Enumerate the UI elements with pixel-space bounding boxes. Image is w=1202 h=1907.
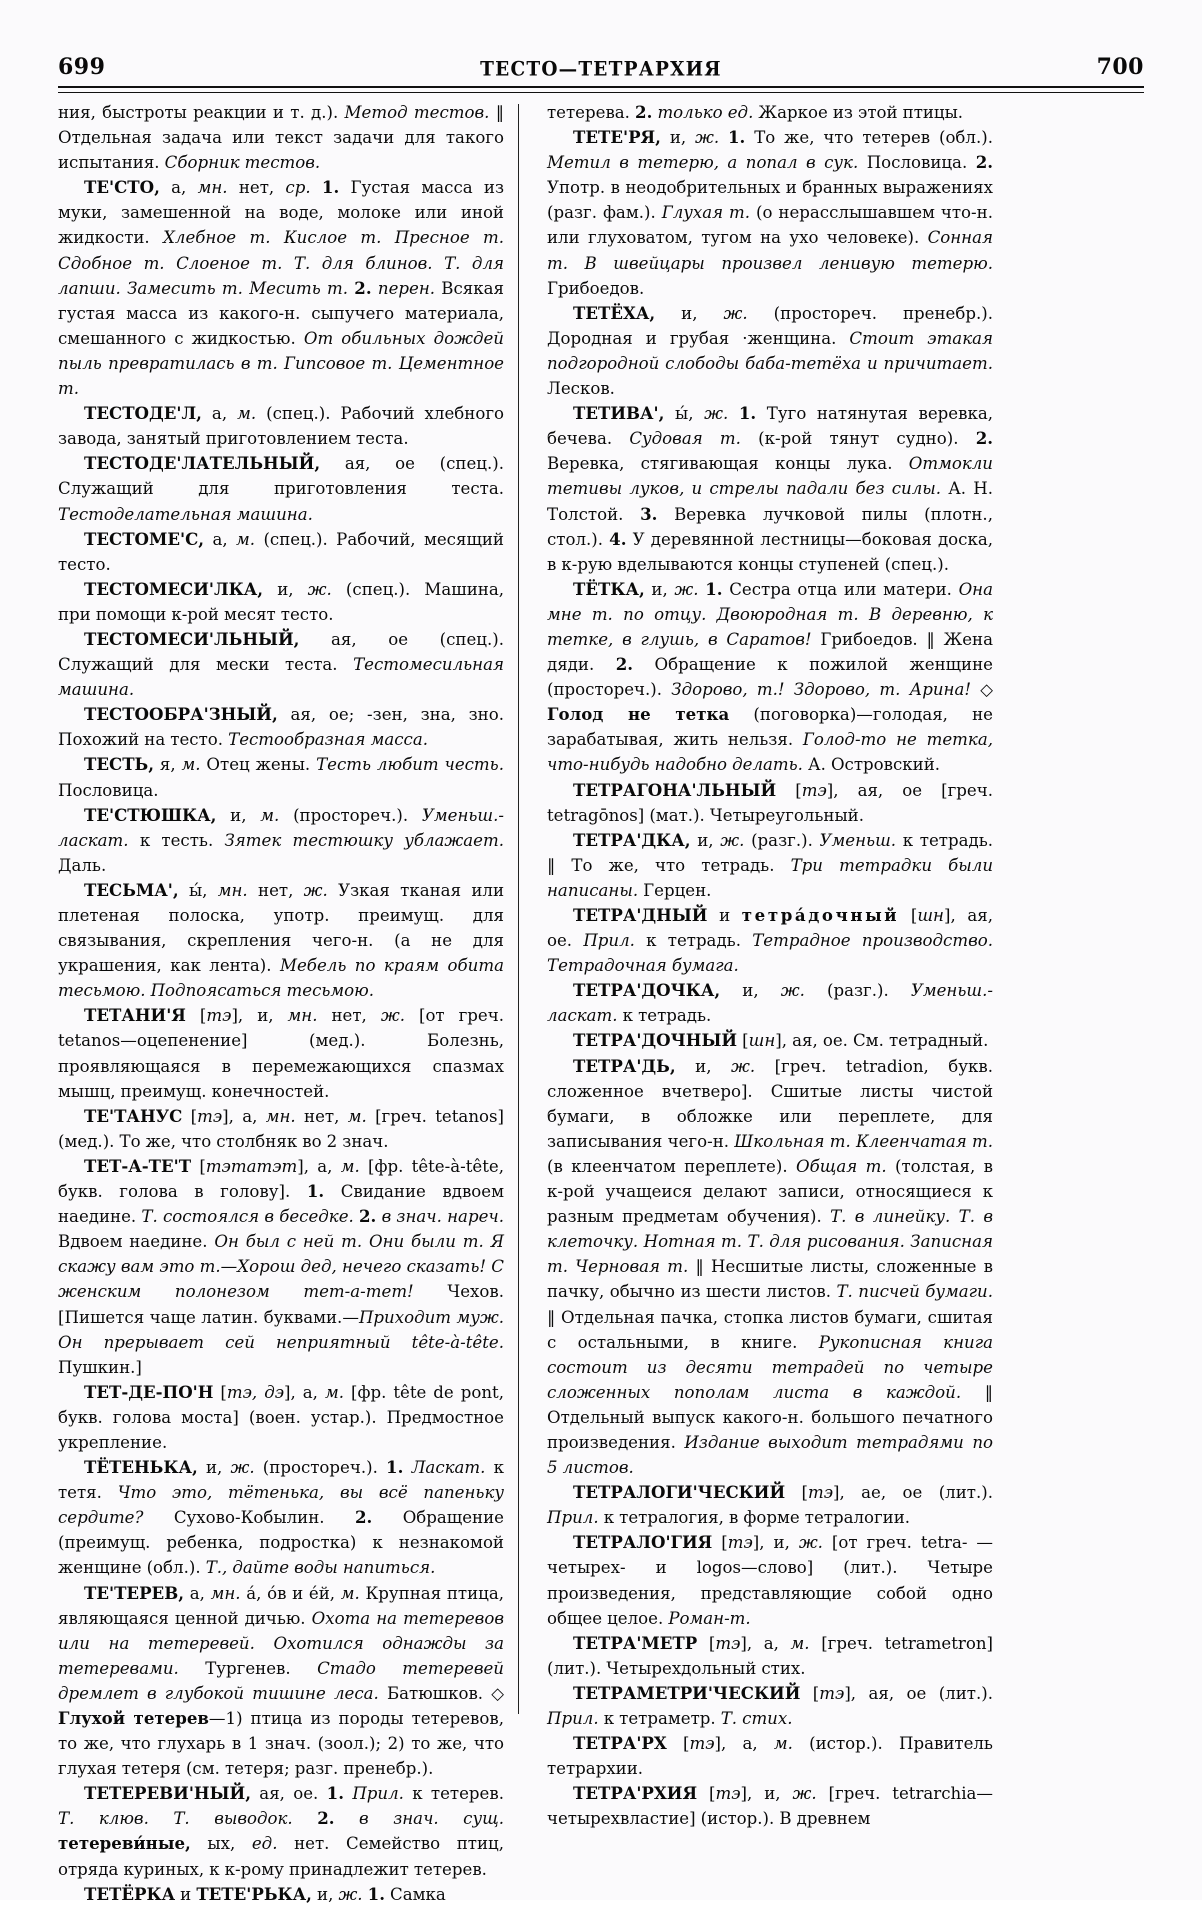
dictionary-entry: ТЕСТОМЕСИ'ЛЬНЫЙ, ая, ое (спец.). Служащий для мески теста. Тестомесильная машина.: [58, 628, 504, 700]
dictionary-entry: ТЕСТОДЕ'ЛАТЕЛЬНЫЙ, ая, ое (спец.). Служащий для приготовления теста. Тестоделательная машина.: [58, 453, 504, 524]
dictionary-entry: ТЕТ-ДЕ-ПО'Н [тэ, дэ], а, м. [фр. tête de pont, букв. голова моста] (воен. устар.). Предмостное укрепление.: [58, 1381, 504, 1452]
dictionary-entry: ТЕСТЬ, я, м. Отец жены. Тесть любит честь. Пословица.: [58, 754, 504, 800]
folio-left: 699: [58, 54, 106, 80]
dictionary-entry: ТЕСТОДЕ'Л, а, м. (спец.). Рабочий хлебного завода, занятый приготовлением теста.: [58, 403, 504, 449]
dictionary-entry: ТЕТРАМЕТРИ'ЧЕСКИЙ [тэ], ая, ое (лит.). Прил. к тетраметр. Т. стих.: [547, 1682, 993, 1728]
dictionary-entry: ТЕТЕ'РЯ, и, ж. 1. То же, что тетерев (обл.). Метил в тетерю, а попал в сук. Пословица. 2. Употр. в неодобрительных и бранных выражениях (разг. фам.). Глухая т. (о нерасслышавшем что-н. или глуховатом, тугом на ухо человеке). Сонная т. В швейцары произвел ленивую тетерю. Грибоедов.: [547, 127, 994, 298]
continuation-paragraph: тетерева. 2. только ед. Жаркое из этой птицы.: [547, 102, 964, 122]
dictionary-entry: ТЕТРА'ДЬ, и, ж. [греч. tetradion, букв. сложенное вчетверо]. Сшитые листы чистой бумаги, в обложке или переплете, для записывания чего-н. Школьная т. Клеенчатая т. (в клеенчатом переплете). Общая т. (толстая, в к-рой учащеися делают записи, относящиеся к разным предметам обучения). Т. в линейку. Т. в клеточку. Нотная т. Т. для рисования. Записная т. Черновая т. ‖ Несшитые листы, сложенные в пачку, обычно из шести листов. Т. писчей бумаги. ‖ Отдельная пачка, стопка листов бумаги, сшитая с остальными, в книге. Рукописная книга состоит из десяти тетрадей по четыре сложенных пополам листа в каждой. ‖ Отдельный выпуск какого-н. большого печатного произведения. Издание выходит тетрадями по 5 листов.: [547, 1055, 994, 1478]
header-rule: [58, 86, 1144, 93]
entry-list-left: [58, 175, 504, 1906]
entry-list-right: [547, 125, 993, 1831]
dictionary-entry: ТЕТИВА', ы́, ж. 1. Туго натянутая веревка, бечева. Судовая т. (к-рой тянут судно). 2. Веревка, стягивающая концы лука. Отмокли тетивы луков, и стрелы падали без силы. А. Н. Толстой. 3. Веревка лучковой пилы (плотн., стол.). 4. У деревянной лестницы—боковая доска, в к-рую вделываются концы ступеней (спец.).: [547, 403, 994, 574]
dictionary-entry: ТЕТРА'ДКА, и, ж. (разг.). Уменьш. к тетрадь. ‖ То же, что тетрадь. Три тетрадки были написаны. Герцен.: [547, 829, 994, 900]
dictionary-entry: ТЕТРАГОНА'ЛЬНЫЙ [тэ], ая, ое [греч. tetragōnos] (мат.). Четыреугольный.: [547, 779, 993, 825]
continuation-paragraph: ния, быстроты реакции и т. д.). Метод тестов. ‖ Отдельная задача или текст задачи для такого испытания. Сборник тестов.: [58, 103, 504, 173]
dictionary-entry: ТЕТРА'РХ [тэ], а, м. (истор.). Правитель тетрархии.: [547, 1733, 993, 1779]
column-container: [58, 100, 1144, 1904]
dictionary-entry: ТЕСТООБРА'ЗНЫЙ, ая, ое; -зен, зна, зно. Похожий на тесто. Тестообразная масса.: [58, 704, 504, 750]
dictionary-entry: ТЕТРАЛОГИ'ЧЕСКИЙ [тэ], ае, ое (лит.). Прил. к тетралогия, в форме тетралогии.: [547, 1482, 993, 1528]
dictionary-entry: ТЕСЬМА', ы́, мн. нет, ж. Узкая тканая или плетеная полоска, употр. преимущ. для связывания, скрепления чего-н. (а не для украшения, как лента). Мебель по краям обита тесьмою. Подпоясаться тесьмою.: [58, 879, 505, 1001]
dictionary-entry: ТЕТРА'МЕТР [тэ], а, м. [греч. tetrametron] (лит.). Четырехдольный стих.: [547, 1632, 993, 1678]
running-head: [58, 50, 1144, 80]
dictionary-entry: ТЕ'СТЮШКА, и, м. (простореч.). Уменьш.-ласкат. к тесть. Зятек тестюшку ублажает. Даль.: [58, 804, 505, 875]
dictionary-entry: ТЕТРА'ДОЧКА, и, ж. (разг.). Уменьш.-ласкат. к тетрадь.: [547, 980, 993, 1026]
dictionary-entry: ТЕТРА'ДНЫЙ и тетра́дочный [шн], ая, ое. Прил. к тетрадь. Тетрадное производство. Тетрадочная бумага.: [547, 905, 993, 976]
dictionary-entry: ТЁТКА, и, ж. 1. Сестра отца или матери. Она мне т. по отцу. Двоюродная т. В деревню, к тетке, в глушь, в Саратов! Грибоедов. ‖ Жена дяди. 2. Обращение к пожилой женщине (простореч.). Здорово, т.! Здорово, т. Арина! ◇ Голод не тетка (поговорка)—голодая, не зарабатывая, жить нельзя. Голод-то не тетка, что-нибудь надобно делать. А. Островский.: [547, 578, 994, 775]
dictionary-entry: ТЕ'СТО, а, мн. нет, ср. 1. Густая масса из муки, замешенной на воде, молоке или иной жидкости. Хлебное т. Кислое т. Пресное т. Сдобное т. Слоеное т. Т. для блинов. Т. для лапши. Замесить т. Месить т. 2. перен. Всякая густая масса из какого-н. сыпучего материала, смешанного с жидкостью. От обильных дождей пыль превратилась в т. Гипсовое т. Цементное т.: [58, 177, 505, 399]
dictionary-entry: ТЕТРА'ДОЧНЫЙ [шн], ая, ое. См. тетрадный.: [573, 1030, 989, 1051]
dictionary-entry: ТЕТЁХА, и, ж. (простореч. пренебр.). Дородная и грубая ·женщина. Стоит этакая подгородной слободы баба-тетёха и причитает. Лесков.: [547, 302, 994, 399]
dictionary-entry: ТЕСТОМЕ'С, а, м. (спец.). Рабочий, месящий тесто.: [58, 528, 504, 574]
running-head-title: ТЕСТО—ТЕТРАРХИЯ: [480, 58, 722, 81]
dictionary-entry: ТЕТЕРЕВИ'НЫЙ, ая, ое. 1. Прил. к тетерев. Т. клюв. Т. выводок. 2. в знач. сущ. тетереви́ные, ых, ед. нет. Семейство птиц, отряда куриных, к к-рому принадлежит тетерев.: [58, 1783, 504, 1879]
dictionary-entry: ТЕТ-А-ТЕ'Т [тэтатэт], а, м. [фр. tête-à-tête, букв. голова в голову]. 1. Свидание вдвоем наедине. Т. состоялся в беседке. 2. в знач. нареч. Вдвоем наедине. Он был с ней т. Они были т. Я скажу вам это т.—Хорош дед, нечего сказать! С женским полонезом тет-а-тет! Чехов. [Пишется чаще латин. буквами.—Приходит муж. Он прерывает сей неприятный tête-à-tête. Пушкин.]: [58, 1155, 505, 1377]
dictionary-entry: ТЕ'ТЕРЕВ, а, мн. а́, о́в и е́й, м. Крупная птица, являющаяся ценной дичью. Охота на тетеревов или на тетеревей. Охотился однажды за тетеревами. Тургенев. Стадо тетеревей дремлет в глубокой тишине леса. Батюшков. ◇ Глухой тетерев—1) птица из породы тетеревов, то же, что глухарь в 1 знач. (зоол.); 2) то же, что глухая тетеря (см. тетеря; разг. пренебр.).: [58, 1582, 504, 1779]
column-left: [58, 100, 518, 1904]
dictionary-entry: ТЕТРА'РХИЯ [тэ], и, ж. [греч. tetrarchia—четырехвластие] (истор.). В древнем: [547, 1783, 993, 1829]
dictionary-entry: ТЕТАНИ'Я [тэ], и, мн. нет, ж. [от греч. tetanos—оцепенение] (мед.). Болезнь, проявляющаяся в перемежающихся спазмах мышц, преимущ. конечностей.: [58, 1005, 504, 1101]
column-right: [519, 100, 993, 1840]
dictionary-entry: ТЕ'ТАНУС [тэ], а, мн. нет, м. [греч. tetanos] (мед.). То же, что столбняк во 2 знач.: [58, 1105, 504, 1151]
dictionary-entry: ТЕТРАЛО'ГИЯ [тэ], и, ж. [от греч. tetra- —четырех- и logos—слово] (лит.). Четыре произведения, представляющие собой одно общее целое. Роман-т.: [547, 1532, 993, 1628]
dictionary-entry: ТЕТЁРКА и ТЕТЕ'РЬКА, и, ж. 1. Самка: [84, 1883, 446, 1904]
dictionary-entry: ТЕСТОМЕСИ'ЛКА, и, ж. (спец.). Машина, при помощи к-рой месят тесто.: [58, 578, 504, 624]
dictionary-entry: ТЁТЕНЬКА, и, ж. (простореч.). 1. Ласкат. к тетя. Что это, тётенька, вы всё папеньку сердите? Сухово-Кобылин. 2. Обращение (преимущ. ребенка, подростка) к незнакомой женщине (обл.). Т., дайте воды напиться.: [58, 1457, 505, 1578]
folio-right: 700: [1096, 54, 1144, 80]
